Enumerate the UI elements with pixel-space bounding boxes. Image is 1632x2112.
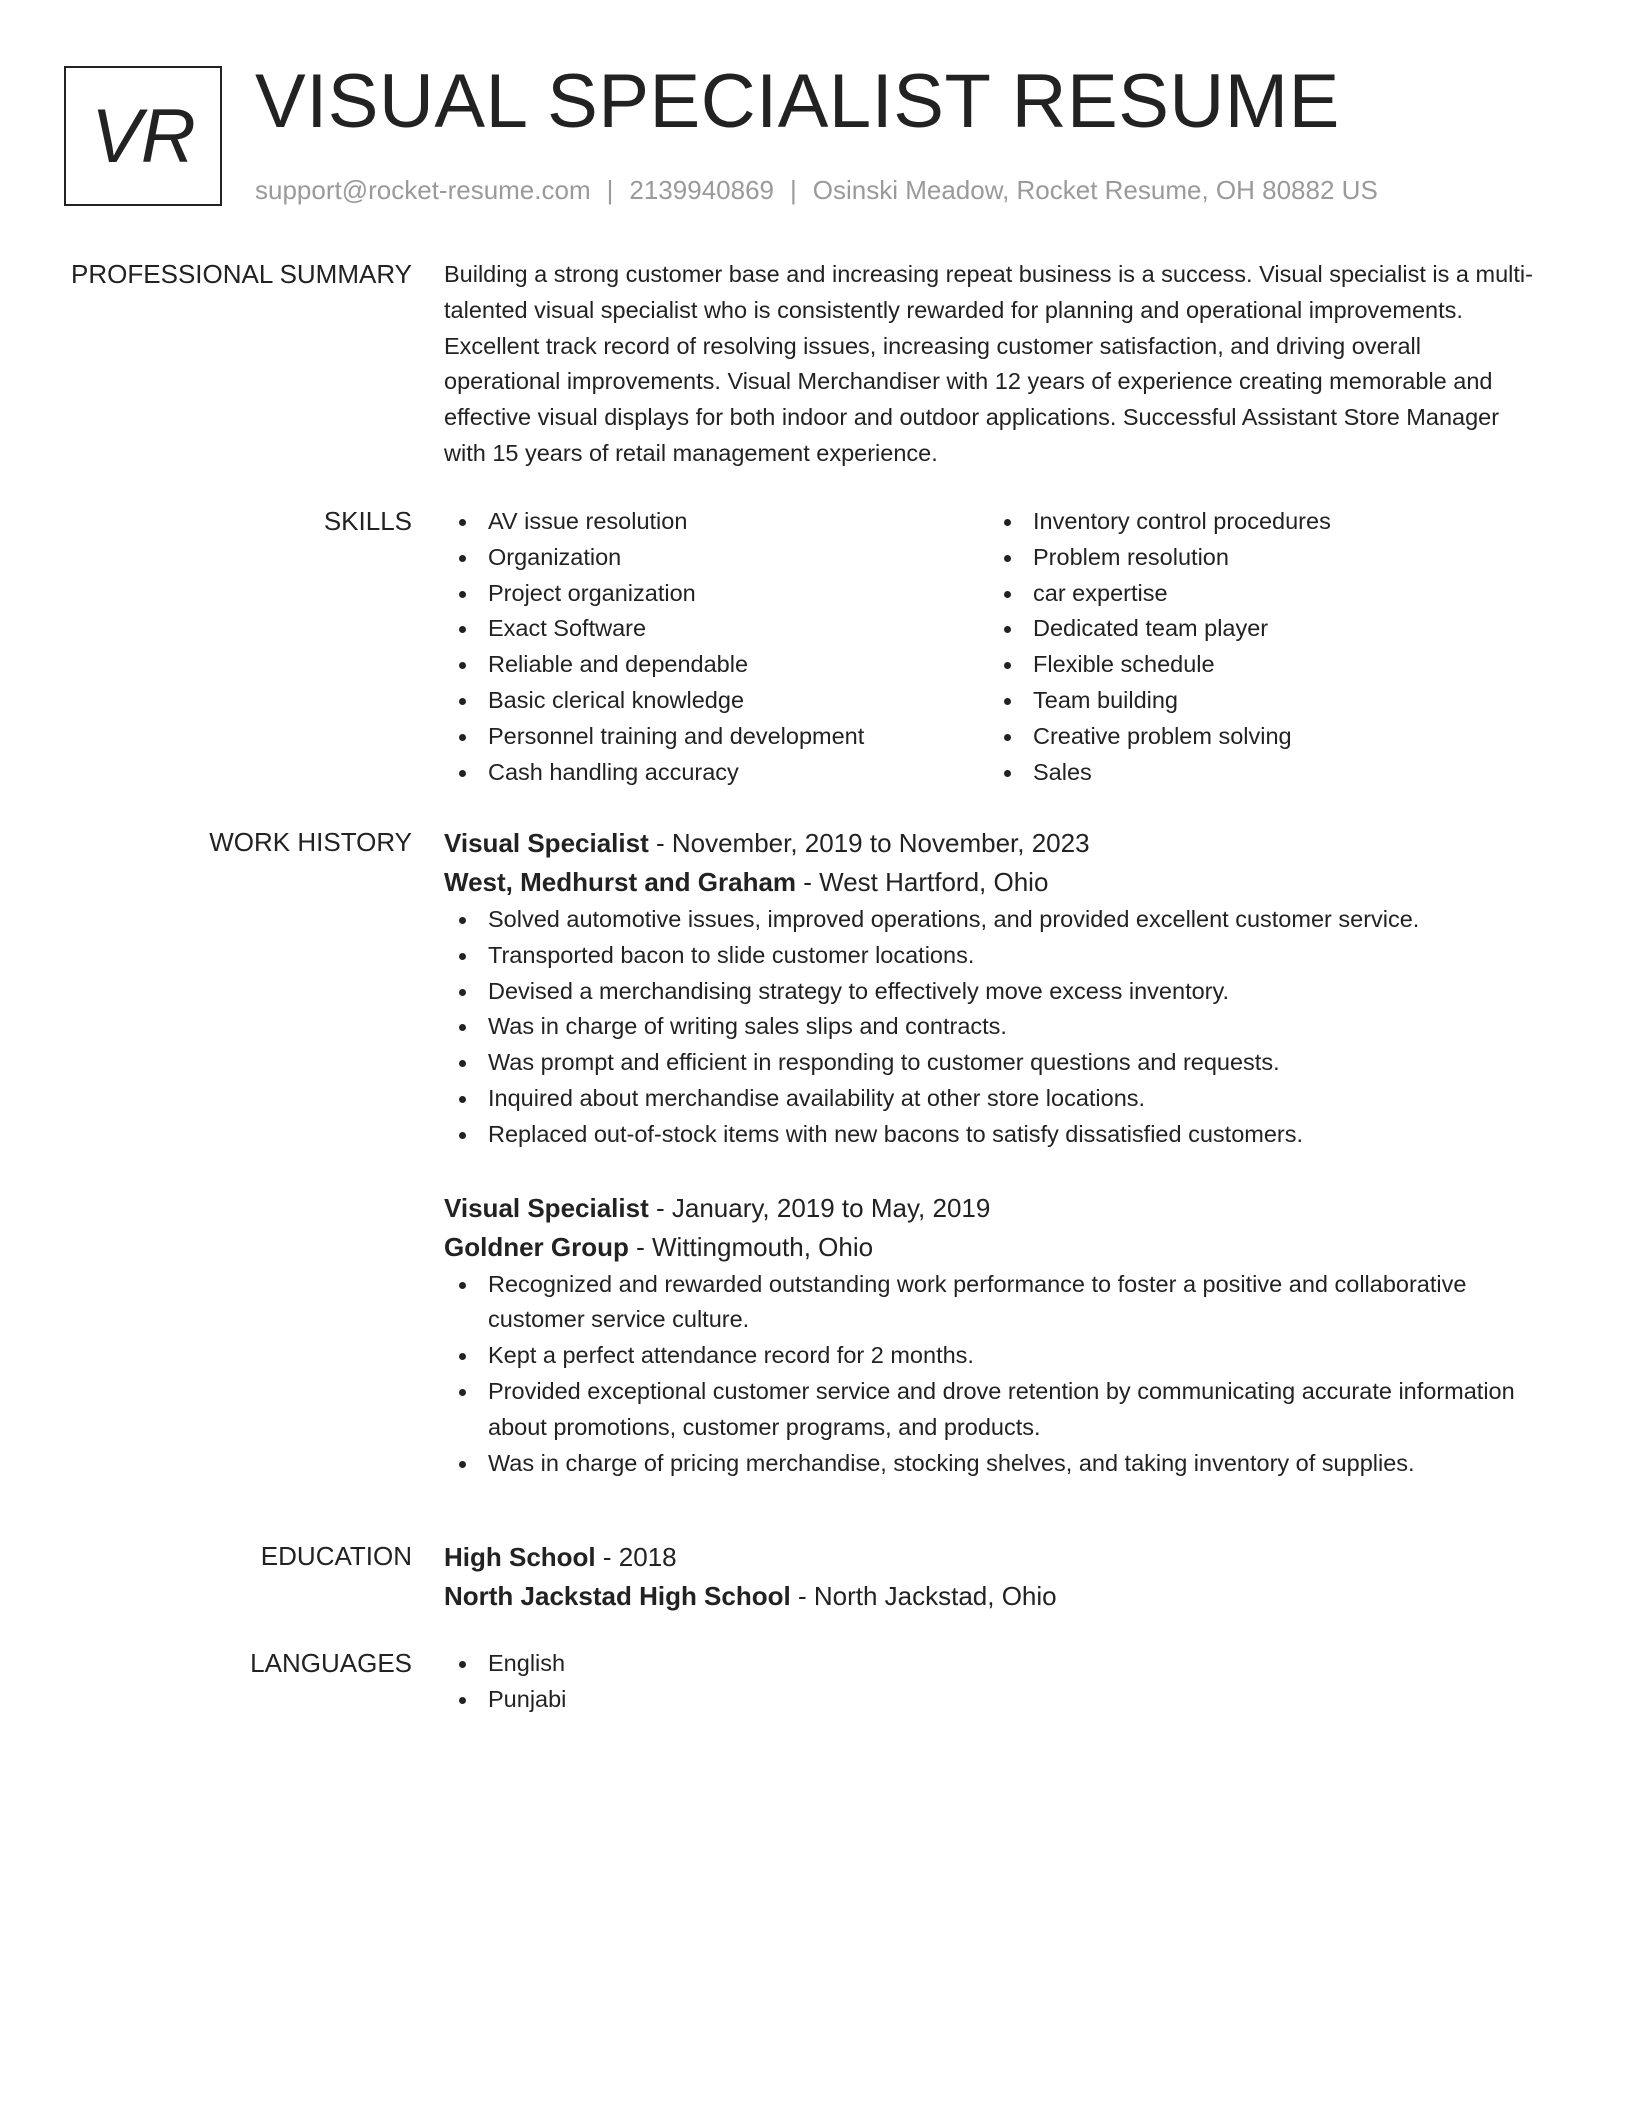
job-company-line: [444, 863, 1534, 902]
language-item: English: [444, 1646, 1534, 1682]
contact-line: [255, 172, 1378, 208]
education-degree: High School: [444, 1542, 596, 1572]
skills-list-left: [444, 504, 989, 790]
skill-item: Organization: [444, 540, 989, 576]
skills-content: [444, 504, 1534, 790]
section-label-summary: PROFESSIONAL SUMMARY: [71, 259, 412, 289]
job-bullet: Was in charge of pricing merchandise, stocking shelves, and taking inventory of supplies.: [444, 1446, 1534, 1482]
job-bullet: Devised a merchandising strategy to effectively move excess inventory.: [444, 974, 1534, 1010]
section-label-work: WORK HISTORY: [209, 827, 412, 857]
section-label-education: EDUCATION: [260, 1541, 412, 1571]
job-company-line: [444, 1228, 1534, 1267]
education-school: North Jackstad High School: [444, 1581, 791, 1611]
job-bullet: Replaced out-of-stock items with new bacons to satisfy dissatisfied customers.: [444, 1117, 1534, 1153]
contact-address: Osinski Meadow, Rocket Resume, OH 80882 US: [812, 175, 1378, 205]
work-content: [444, 824, 1534, 1481]
initials-monogram: VR: [64, 66, 222, 206]
job-company: West, Medhurst and Graham: [444, 867, 797, 897]
job-dates: - January, 2019 to May, 2019: [648, 1192, 991, 1223]
skill-item: Cash handling accuracy: [444, 755, 989, 791]
skill-item: Dedicated team player: [989, 611, 1534, 647]
skill-item: Project organization: [444, 576, 989, 612]
job-entry: [444, 824, 1534, 1153]
job-title: Visual Specialist: [444, 1192, 649, 1223]
skill-item: Reliable and dependable: [444, 647, 989, 683]
languages-list: [444, 1646, 1534, 1718]
skill-item: Team building: [989, 683, 1534, 719]
education-degree-line: [444, 1538, 1534, 1577]
skill-item: AV issue resolution: [444, 504, 989, 540]
job-company: Goldner Group: [444, 1231, 629, 1262]
education-content: [444, 1538, 1534, 1616]
skill-item: Flexible schedule: [989, 647, 1534, 683]
job-title-line: [444, 824, 1534, 863]
education-location: - North Jackstad, Ohio: [790, 1581, 1057, 1611]
skill-item: Exact Software: [444, 611, 989, 647]
job-bullet-list: [444, 1267, 1534, 1482]
skill-item: Basic clerical knowledge: [444, 683, 989, 719]
resume-title: VISUAL SPECIALIST RESUME: [255, 59, 1340, 144]
job-bullet: Solved automotive issues, improved operations, and provided excellent customer service.: [444, 902, 1534, 938]
job-dates: - November, 2019 to November, 2023: [648, 828, 1090, 858]
job-bullet: Transported bacon to slide customer locations.: [444, 938, 1534, 974]
section-label-languages: LANGUAGES: [250, 1648, 412, 1678]
contact-phone[interactable]: 2139940869: [629, 175, 774, 205]
education-school-line: [444, 1577, 1534, 1616]
job-title: Visual Specialist: [444, 828, 649, 858]
job-bullet: Was prompt and efficient in responding to customer questions and requests.: [444, 1045, 1534, 1081]
language-item: Punjabi: [444, 1682, 1534, 1718]
job-bullet: Provided exceptional customer service and drove retention by communicating accurate information about promotions, customer programs, and products.: [444, 1374, 1534, 1446]
skill-item: Sales: [989, 755, 1534, 791]
languages-content: [444, 1646, 1534, 1718]
job-bullet: Kept a perfect attendance record for 2 months.: [444, 1338, 1534, 1374]
job-bullet: Inquired about merchandise availability at other store locations.: [444, 1081, 1534, 1117]
education-year: - 2018: [595, 1542, 677, 1572]
job-title-line: [444, 1189, 1534, 1228]
summary-content: [444, 257, 1534, 472]
skill-item: Inventory control procedures: [989, 504, 1534, 540]
job-bullet-list: [444, 902, 1534, 1153]
skill-item: Personnel training and development: [444, 719, 989, 755]
contact-separator: |: [790, 175, 797, 205]
skill-item: Creative problem solving: [989, 719, 1534, 755]
job-bullet: Recognized and rewarded outstanding work performance to foster a positive and collaborative customer service culture.: [444, 1267, 1534, 1339]
job-location: - Wittingmouth, Ohio: [628, 1231, 874, 1262]
skills-list-right: [989, 504, 1534, 790]
job-bullet: Was in charge of writing sales slips and contracts.: [444, 1009, 1534, 1045]
summary-text: Building a strong customer base and increasing repeat business is a success. Visual specialist is a multi-talented visual specialist who is consistently rewarded for planning and operational improvements. Excellent track record of resolving issues, increasing customer satisfaction, and driving overall operational improvements. Visual Merchandiser with 12 years of experience creating memorable and effective visual displays for both indoor and outdoor applications. Successful Assistant Store Manager with 15 years of retail management experience.: [444, 261, 1533, 466]
skill-item: car expertise: [989, 576, 1534, 612]
contact-email[interactable]: support@rocket-resume.com: [255, 175, 591, 205]
job-entry: [444, 1189, 1534, 1482]
skill-item: Problem resolution: [989, 540, 1534, 576]
section-label-skills: SKILLS: [323, 506, 412, 536]
contact-separator: |: [606, 175, 614, 205]
job-location: - West Hartford, Ohio: [796, 867, 1049, 897]
